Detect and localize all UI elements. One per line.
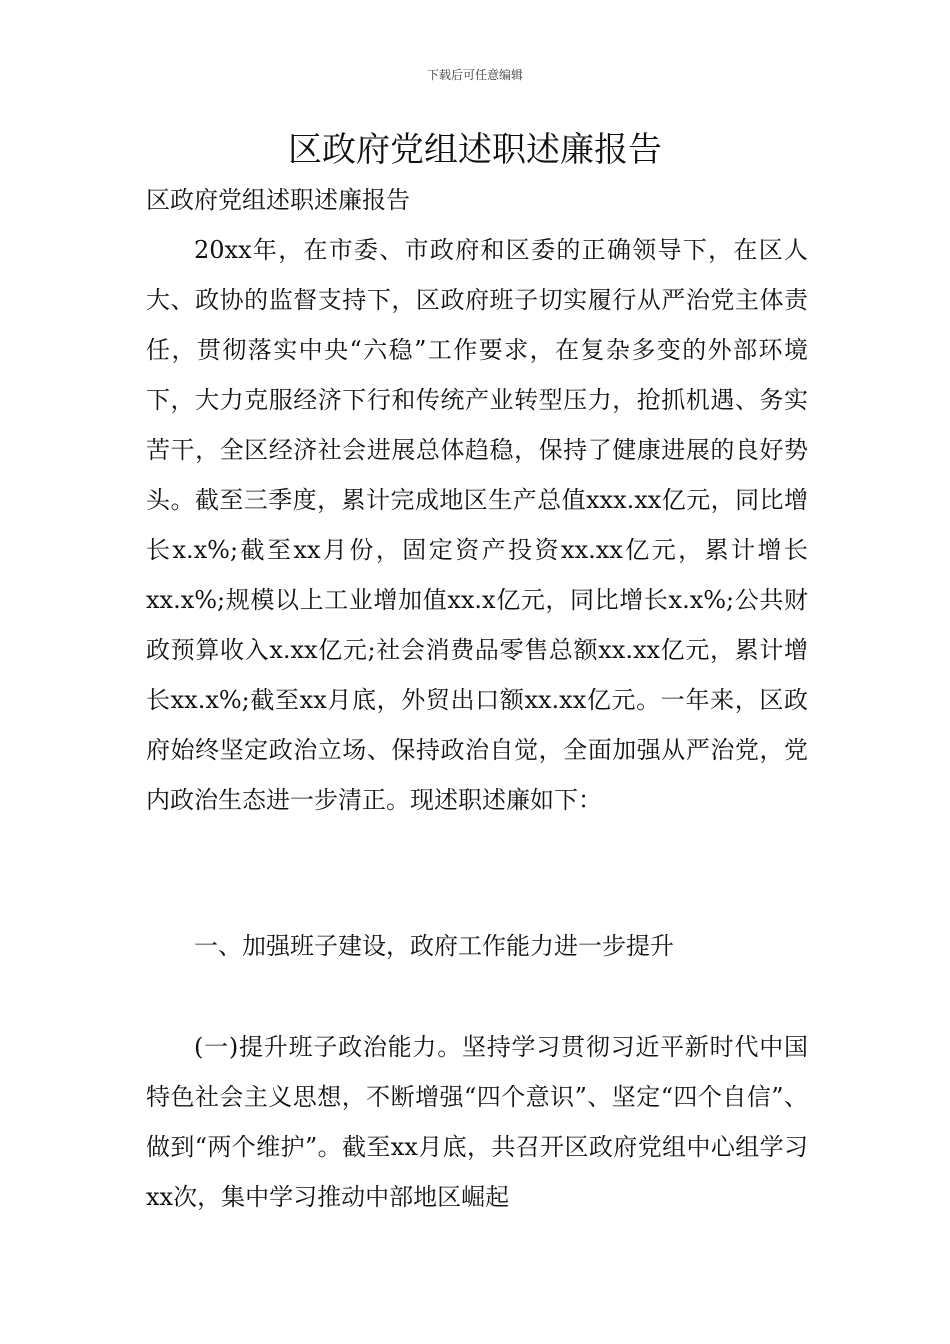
header-note: 下载后可任意编辑 xyxy=(426,68,523,82)
paragraph-intro: 20xx年，在市委、市政府和区委的正确领导下，在区人大、政协的监督支持下，区政府班子切实履行从严治党主体责任，贯彻落实中央“六稳”工作要求，在复杂多变的外部环境下，大力克服经济下行和传统产业转型压力，抢抓机遇、务实苦干，全区经济社会进展总体趋稳，保持了健康进展的良好势头。截至三季度，累计完成地区生产总值xxx.xx亿元，同比增长x.x%;截至xx月份，固定资产投资xx.xx亿元，累计增长xx.x%;规模以上工业增加值xx.x亿元，同比增长x.x%;公共财政预算收入x.xx亿元;社会消费品零售总额xx.xx亿元，累计增长xx.x%;截至xx月底，外贸出口额xx.xx亿元。一年来，区政府始终坚定政治立场、保持政治自觉，全面加强从严治党，党内政治生态进一步清正。现述职述廉如下： xyxy=(146,236,808,814)
document-title: 区政府党组述职述廉报告 xyxy=(288,130,662,170)
section-heading-1: 一、加强班子建设，政府工作能力进一步提升 xyxy=(194,932,674,960)
document-subtitle: 区政府党组述职述廉报告 xyxy=(146,186,410,214)
paragraph-section-1-1: (一)提升班子政治能力。坚持学习贯彻习近平新时代中国特色社会主义思想，不断增强“四个意识”、坚定“四个自信”、做到“两个维护”。截至xx月底，共召开区政府党组中心组学习xx次，集中学习推动中部地区崛起 xyxy=(146,1033,808,1211)
